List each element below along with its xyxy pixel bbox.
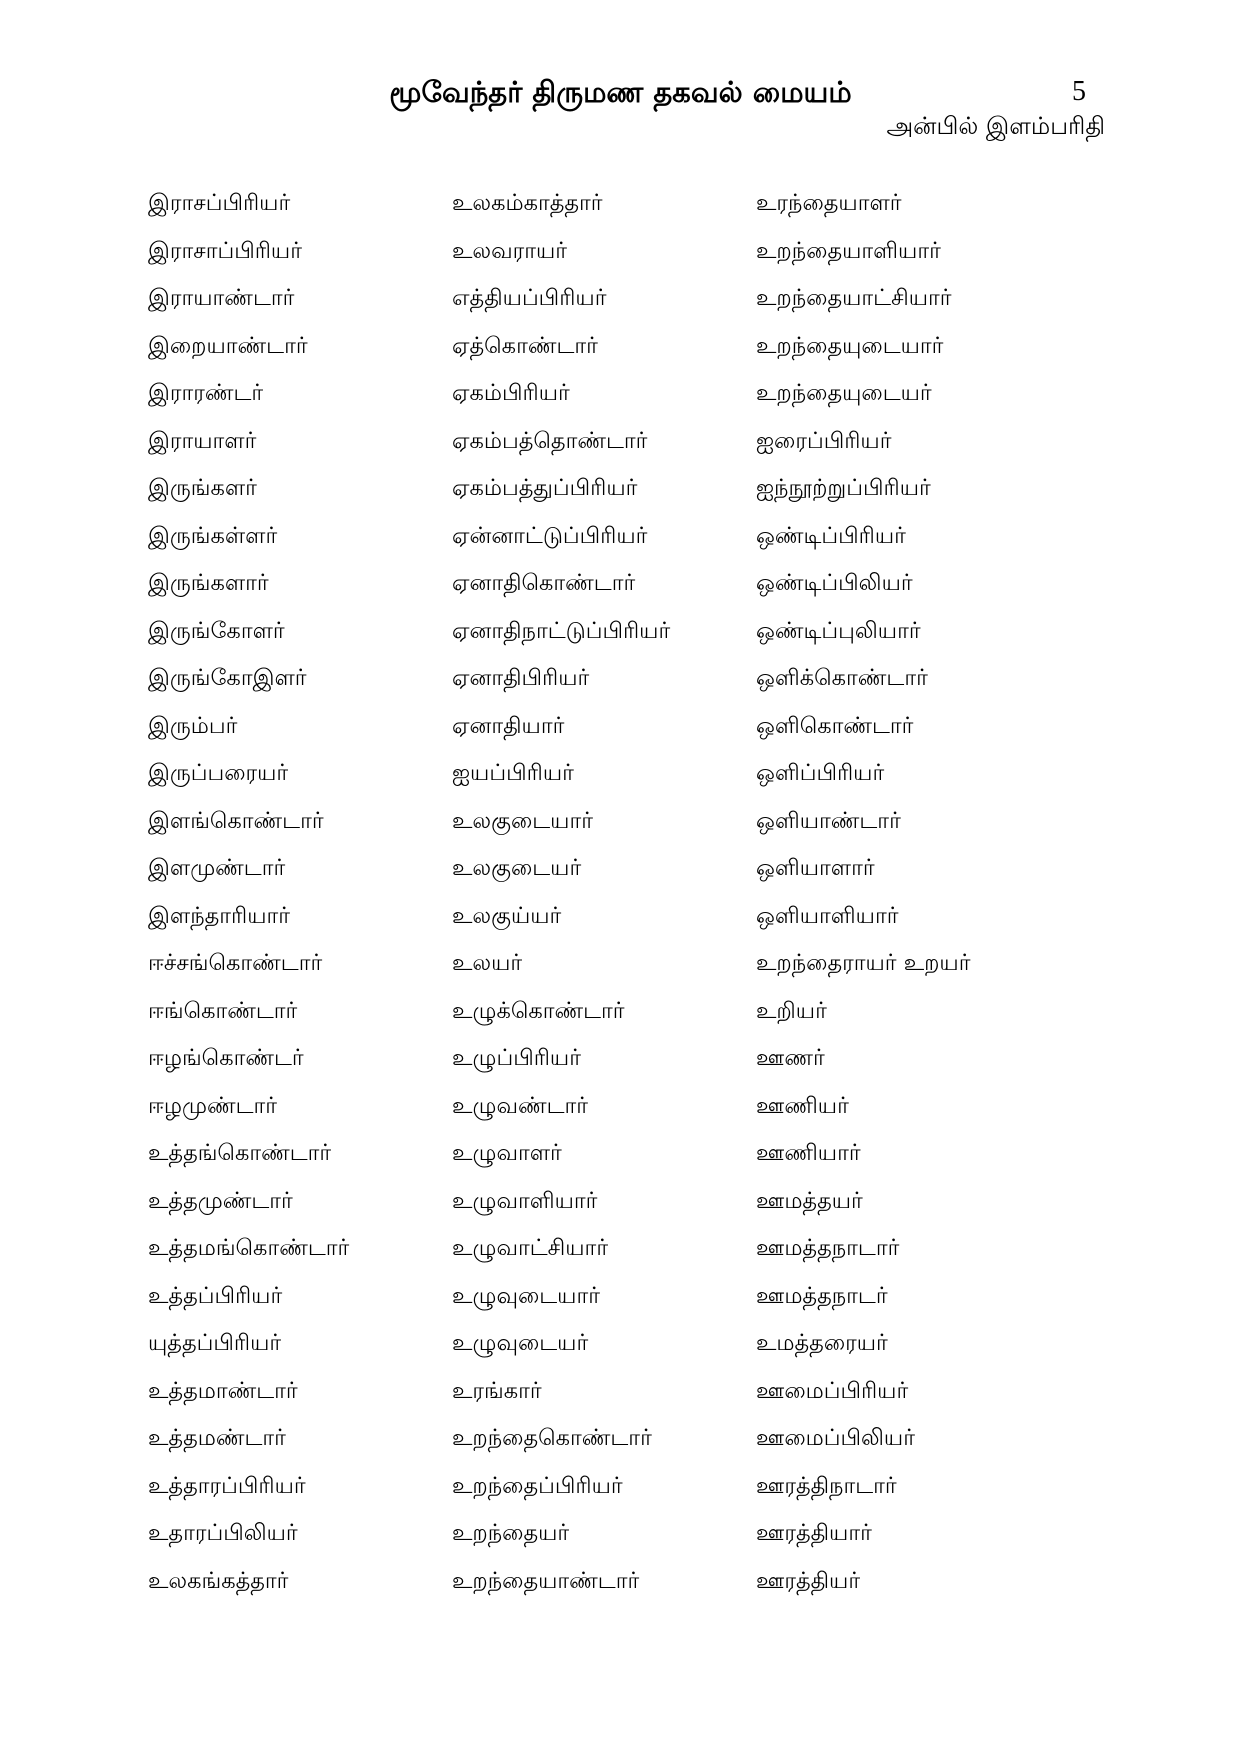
list-item: உலகுய்யர் [452,902,562,929]
list-item: உரங்கார் [452,1377,542,1404]
list-item: உமத்தரையர் [756,1330,888,1356]
list-item: உறந்தையாண்டார் [452,1567,640,1594]
list-item: உழுவண்டார் [452,1092,589,1119]
list-item: ஊணியார் [756,1140,861,1166]
list-item: ஈழங்கொண்டர் [148,1045,304,1071]
list-item: உறியர் [756,997,827,1024]
list-item: இளங்கொண்டார் [148,807,324,834]
list-item: உழுவாட்சியார் [452,1235,609,1261]
list-item: உலகுடையர் [452,855,582,881]
list-item: உத்தமண்டார் [148,1425,286,1451]
list-item: இறையாண்டார் [148,332,308,359]
list-item: உத்தங்கொண்டார் [148,1140,332,1166]
list-item: ஏனாதிகொண்டார் [452,570,636,596]
list-item: ஏகம்பத்துப்பிரியர் [452,475,638,501]
list-item: உறந்தையாட்சியார் [756,285,952,311]
list-item: ஒண்டிப்பிலியர் [756,570,913,596]
list-item: ஈங்கொண்டார் [148,997,298,1024]
list-item: உழுவாளியார் [452,1187,598,1214]
name-column-3 [756,184,1086,1609]
list-item: ஏனாதிபிரியர் [452,665,590,691]
list-item: ஒளிகொண்டார் [756,712,914,739]
list-item: உறந்தையுடையார் [756,332,944,359]
list-item: ஏனாதியார் [452,712,565,739]
name-columns [0,184,1241,1604]
list-item: ஊமத்தநாடார் [756,1235,900,1261]
list-item: ஒண்டிப்புலியார் [756,617,921,644]
list-item: இரும்பர் [148,712,238,739]
list-item: உத்தமுண்டார் [148,1187,293,1214]
list-item: இருப்பரையர் [148,760,289,786]
list-item: ஊமத்தயர் [756,1187,863,1214]
list-item: உதாரப்பிலியர் [148,1520,298,1546]
list-item: இருங்கள்ளர் [148,522,278,549]
list-item: இராசப்பிரியர் [148,190,291,216]
list-item: ஊமத்தநாடர் [756,1282,888,1309]
list-item: இராசாப்பிரியர் [148,237,302,264]
list-item: ஊரத்தியார் [756,1520,872,1546]
list-item: இராயாண்டார் [148,285,295,311]
list-item: இளமுண்டார் [148,855,286,881]
list-item: உலவராயர் [452,237,568,264]
list-item: உத்தமங்கொண்டார் [148,1235,350,1261]
list-item: உழுப்பிரியர் [452,1045,581,1071]
list-item: உறந்தைப்பிரியர் [452,1472,623,1499]
name-column-1 [148,184,438,1609]
list-item: ஊமைப்பிரியர் [756,1377,909,1404]
list-item: ஊணியர் [756,1092,849,1119]
list-item: ஏன்னாட்டுப்பிரியர் [452,522,648,549]
list-item: ஒளியாண்டார் [756,807,901,834]
list-item: உலகங்கத்தார் [148,1567,289,1594]
page-title: மூவேந்தர் திருமண தகவல் மையம் [389,75,852,109]
list-item: உழுவுடையார் [452,1282,600,1309]
list-item: உரந்தையாளர் [756,190,902,216]
list-item: ஊணர் [756,1045,825,1071]
list-item: உழுவுடையர் [452,1330,589,1356]
list-item: உழுவாளர் [452,1140,562,1166]
list-item: உத்தமாண்டார் [148,1377,298,1404]
list-item: யுத்தப்பிரியர் [148,1330,282,1356]
list-item: உத்தாரப்பிரியர் [148,1472,306,1499]
list-item: இருங்கோளர் [148,617,285,644]
list-item: ஏகம்பிரியர் [452,380,570,406]
list-item: உலகுடையார் [452,807,593,834]
list-item: இருங்கோஇளர் [148,665,307,691]
list-item: ஈச்சங்கொண்டார் [148,950,323,976]
list-item: ஒளிப்பிரியர் [756,760,885,786]
author-name: அன்பில் இளம்பரிதி [886,112,1105,140]
list-item: இராரண்டர் [148,380,264,406]
list-item: ஊமைப்பிலியர் [756,1425,915,1451]
page-number: 5 [1072,76,1086,107]
list-item: இராயாளர் [148,427,257,454]
list-item: உலகம்காத்தார் [452,190,603,216]
list-item: ஊரத்திநாடார் [756,1472,897,1499]
list-item: இளந்தாரியார் [148,902,291,929]
list-item: உத்தப்பிரியர் [148,1282,283,1309]
list-item: ஊரத்தியர் [756,1567,861,1594]
list-item: உழுக்கொண்டார் [452,997,625,1024]
list-item: ஏகம்பத்தொண்டார் [452,427,648,454]
list-item: ஐயப்பிரியர் [452,760,574,786]
list-item: ஈழமுண்டார் [148,1092,278,1119]
list-item: உறந்தைராயர் உறயர் [756,950,971,976]
list-item: இருங்களார் [148,570,269,596]
list-item: ஏனாதிநாட்டுப்பிரியர் [452,617,671,644]
list-item: ஒண்டிப்பிரியர் [756,522,906,549]
list-item: எத்தியப்பிரியர் [452,285,607,311]
list-item: ஒளியாளார் [756,855,875,881]
list-item: உறந்தையர் [452,1520,570,1546]
list-item: ஒளியாளியார் [756,902,899,929]
list-item: ஐந்நூற்றுப்பிரியர் [756,475,931,501]
list-item: உறந்தைகொண்டார் [452,1425,652,1451]
list-item: உலயர் [452,950,523,976]
list-item: ஐரைப்பிரியர் [756,427,892,454]
list-item: ஒளிக்கொண்டார் [756,665,928,691]
list-item: உறந்தையுடையர் [756,380,932,406]
name-column-2 [452,184,742,1609]
list-item: உறந்தையாளியார் [756,237,941,264]
list-item: இருங்களர் [148,475,257,501]
list-item: ஏத்கொண்டார் [452,332,598,359]
